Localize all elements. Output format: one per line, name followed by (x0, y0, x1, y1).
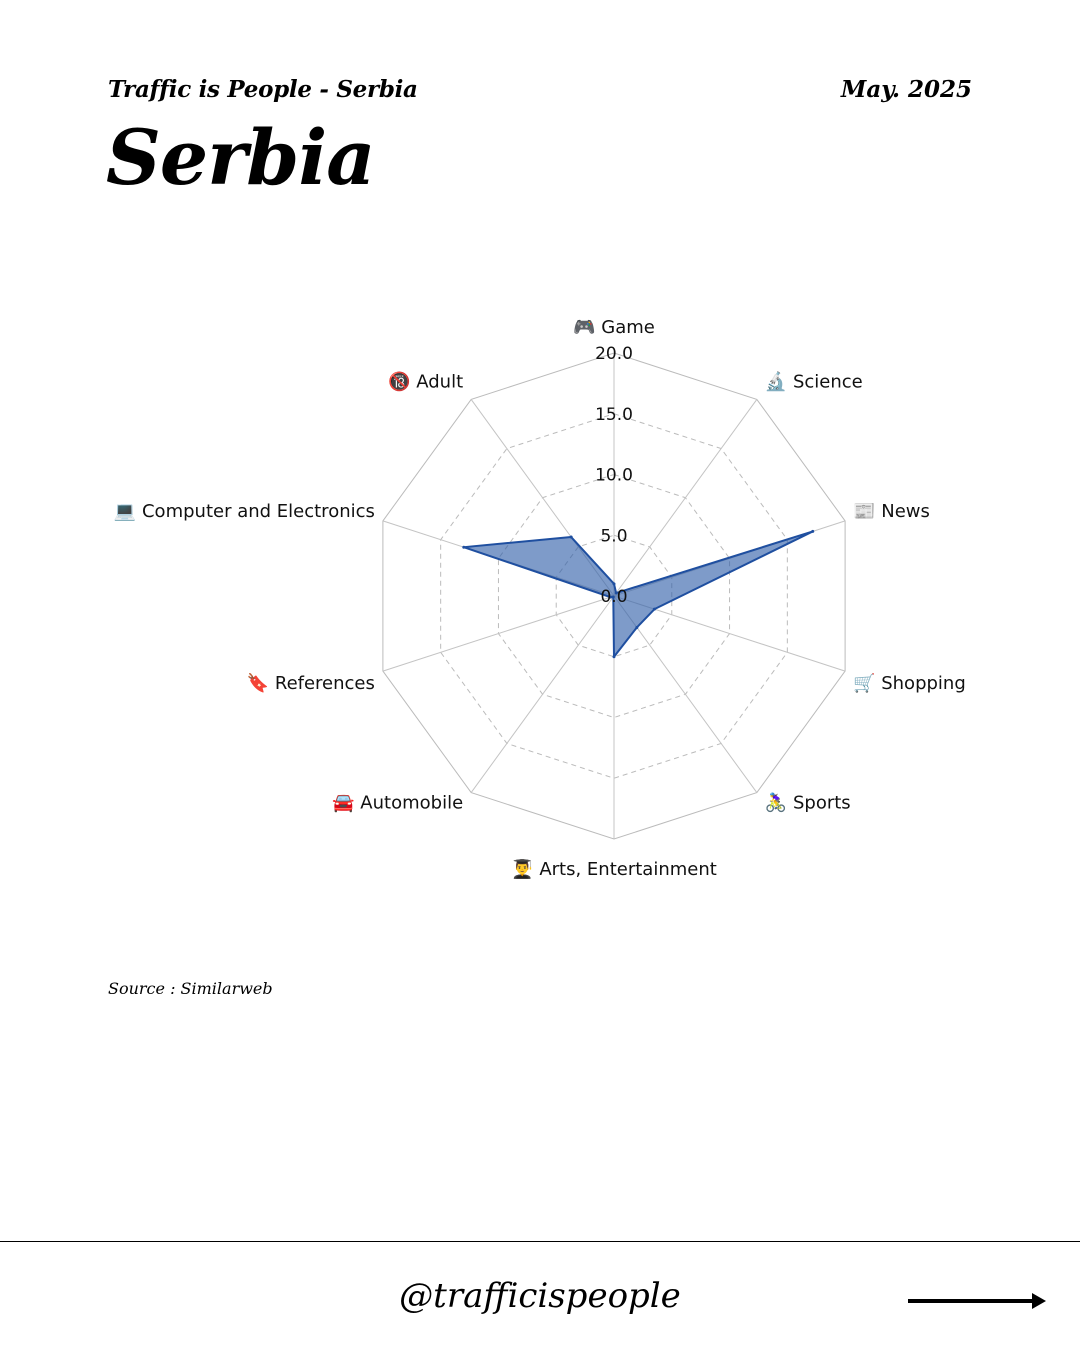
data-point (613, 655, 616, 658)
category-label: 📰 News (853, 500, 930, 522)
data-point (653, 608, 656, 611)
category-label: 💻 Computer and Electronics (113, 500, 375, 522)
data-point (570, 536, 573, 539)
tick-label: 10.0 (595, 465, 633, 486)
social-handle[interactable]: @trafficispeople (399, 1276, 681, 1316)
data-point (635, 626, 638, 629)
category-label: 🔬 Science (764, 371, 863, 393)
source-note: Source : Similarweb (108, 979, 273, 998)
series-area (464, 531, 813, 656)
tick-label: 5.0 (600, 526, 628, 547)
grid-spoke (471, 596, 614, 793)
category-label: 🎮 Game (573, 317, 655, 338)
category-label: 👨‍🎓 Arts, Entertainment (511, 859, 717, 880)
tick-label: 20.0 (595, 344, 633, 364)
category-label: 🔖 References (246, 673, 375, 695)
series-title: Traffic is People - Serbia (108, 76, 418, 103)
report-date: May. 2025 (840, 76, 972, 103)
data-point (811, 530, 814, 533)
tick-label: 15.0 (595, 404, 633, 425)
footer-divider (0, 1241, 1080, 1242)
category-label: 🔞 Adult (388, 371, 464, 393)
category-label: 🚴‍♀️ Sports (764, 792, 851, 814)
category-label: 🚘 Automobile (332, 792, 464, 814)
arrow-right-icon[interactable] (908, 1290, 1048, 1312)
tick-label: 0.0 (600, 587, 628, 607)
radar-labels (114, 317, 966, 880)
data-point (613, 582, 616, 585)
page-title: Serbia (106, 113, 375, 202)
data-point (462, 546, 465, 549)
radar-data (462, 530, 814, 658)
category-label: 🛒 Shopping (853, 673, 966, 695)
